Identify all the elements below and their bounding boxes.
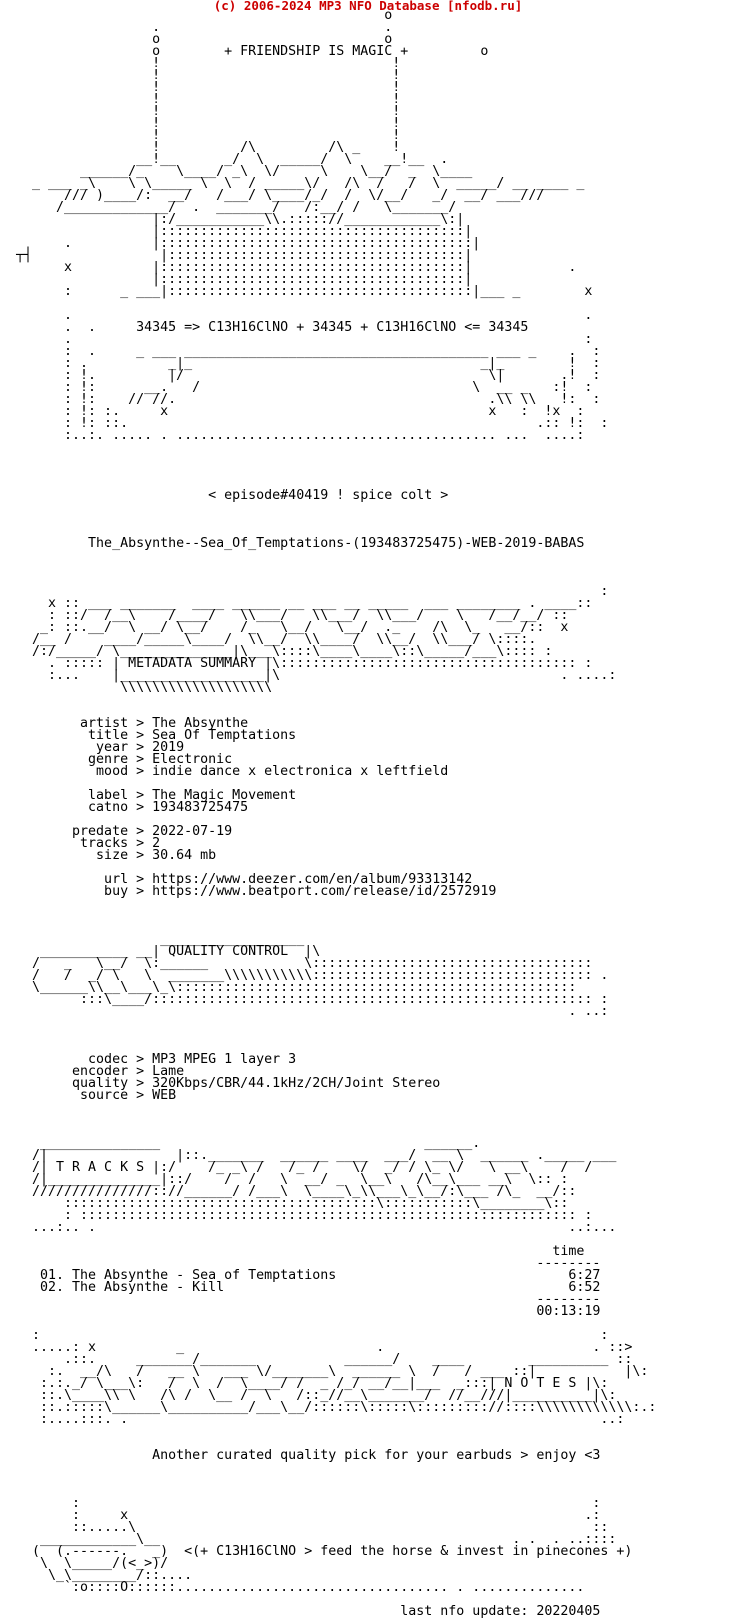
- nfo-text: o . . o o o + FRIENDSHIP IS MAGIC + o ! ! ! ! ! ! ! ! ! ! ! ! ! ! ! /\ /\ _ ! __!__ _/ \ _____/ \ __!__ . ______/_ \____/ _\ \/ \ \__/ _ \____ _ ___ _\ \ \_____ \ \ / _____\/ /\ / / \ _____/ __ ____ _ /// )____/: __/ /___/ \____/_/ / \/__/ _/ __/ ___/// /_____________/ . _______/ /:__/ / \_______/ |:/___________\\.::::://____________\:| |::::::::::::::::::::::::::::::::::::::| . |:::::::::::::::::::::::::::::::::::::::| ┬┤ |:::::::::::::::::::::::::::::::::::::| x |::::::::::::::::::::::::::::::::::::::| . |::::::::::::::::::::::::::::::::::::::| : _ ___|::::::::::::::::::::::::::::::::::::::|___ _ x . . . . 34345 => C13H16ClNO + 34345 + C13H16ClNO <= 34345 . : : . _ ___ ______________________________________ ___ _ . : : . _|_ _|_ ! : : !. |/ \| .! : : !: __. / \ __ _ :! : : !: // //. .\\ \\ !: : : !: :. x x : !x : : !: ::. .:: !: : :..:. ..... . ........................................ ... ....: < episode#40419 ! spice colt > The_Absynthe--Sea_Of_Temptations-(193483725475)-WEB-2019-BABAS : x :: ___ _______ ____ ______ __ ___ __ _____ ___ ________ . ____:: : ::/ /__\ /____/ \\___/ \\___/ \\___/ \ /__/__/ :: _: ::.__/ \ __/ \__/ /_ \__/ \__/ ._ /\ \_ __/:: x /__ / ____/_____\____/ \\__/ \\____/ \\__/ \\___/ \::::. /:/_____/ \______________|\___\::::\____\____\::\_____/___\:::: : . ::::: | METADATA SUMMARY |\::::::::::::::::::::::::::::::::::::: : :... |__________________|\ . ....: \\\\\\\\\\\\\\\\\\\ artist > The Absynthe title > Sea Of Temptations year > 2019 genre > Electronic mood > indie dance x electronica x leftfield label > The Magic Movement catno > 193483725475 predate > 2022-07-19 tracks > 2 size > 30.64 mb url > https://www.deezer.com/en/album/93313142 buy > https://www.beatport.com/release/id/2572919 __________________ ___________ __| QUALITY CONTROL |\ / _ \__/ \:______ \::::::::::::::::::::::::::::::::::: / / _/ \ \ _______\\\\\\\\\\\::::::::::::::::::::::::::::::::::: . \______\\__\___\_\:::::::::::::::::::::::::::::::::::::::::::::::::: :::\____/::::::::::::::::::::::::::::::::::::::::::::::::::::::: : . ..: codec > MP3 MPEG 1 layer 3 encoder > Lame quality > 320Kbps/CBR/44.1kHz/2CH/Joint Stereo source > WEB _______________ ______. /| |::._______ ______ ____ ___/ __ \ ______ ._____ ___ /| T R A C K S |:/ /_ _\ / /_ / \/ _/ / \_ \/ \ __\ / / /|______________|::/ / / \ __/ _ \__\ /\__\___ __\ \:: : ///////////////:://______/ /___\ \____\_\\___\_\__/:\___ /\_ __/:: :::::::::::::::::::::::::::::::::::::::\:::::::::::\________\:: : :::::::::::::::::::::::::::::::::::::::::::::::::::::::::::::: : ...:.. . ..:... time -------- 01. The Absynthe - Sea of Temptations 6:27 02. The Absynthe - Kill 6:52 -------- 00:13:19 : : .....: x _ . . ::> .::. _______/_______ ______/ ____ __________ :: :. __/\ / __ \ ___ \/_______\ ______ \ / / ___ ::| |\: :.:._/ \___\: / \ / \____/ / _ /_/ __/__|___ _:::| N O T E S |\: ::.\____\\ \ /\ / \__ / \ /::_//__\_______/ //__///|__________|\: ::.:::::\______\__________/___\__/::::::\:::::\::::::::://::::\\\\\\\\\\\\:.: :....:::. . ..: Another curated quality pick for your earbuds > enjoy <3 : : : x .: ::.....\ :: ____________\__ . . . ..:::: ( (.------. _) <(+ C13H16ClNO > feed the horse & invest in pinecones +) \ \_____/(<_>)/ \_\________/::.... `:o::::O::::::.................................. . .............. last nfo update: 20220405: [16, 8, 657, 1619]
- page-header-title: (c) 2006-2024 MP3 NFO Database [nfodb.ru]: [213, 0, 523, 13]
